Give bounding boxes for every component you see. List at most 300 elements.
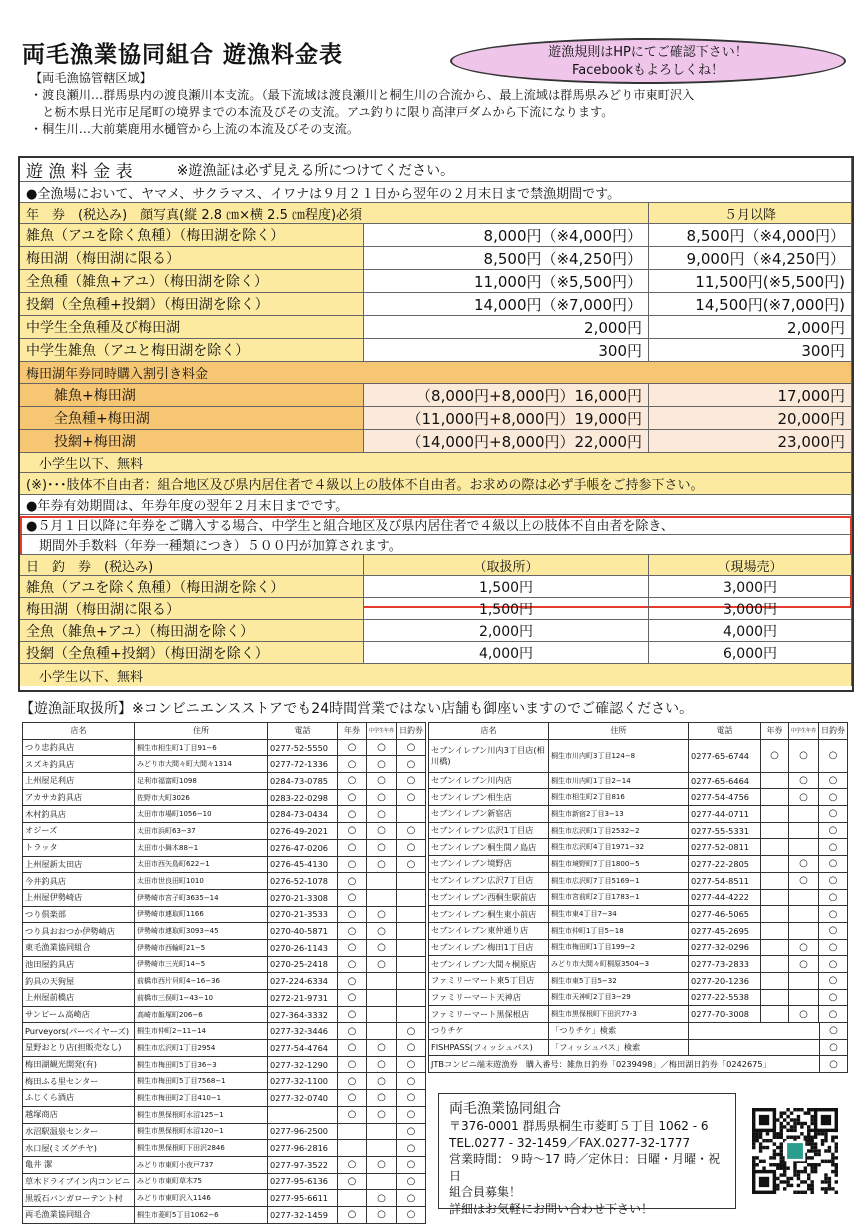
fee-row [20,362,852,384]
junior-mark: ○ [367,789,397,806]
daily-mark [397,939,426,956]
table-row [23,889,426,906]
closed-season-note: ●全漁場において、ヤマメ、サクラマス、イワナは９月２１日から翌年の２月末日まで禁漁期間です。 [20,182,852,202]
daily-mark: ○ [397,1173,426,1190]
shop-name: 星野おとり店(担販売なし) [23,1040,135,1057]
fee-heading-note: ※遊漁証は必ず見える所につけてください。 [176,162,455,179]
table-row [429,906,848,923]
shop-name: ファミリーマート黒保根店 [429,1006,549,1023]
junior-mark: ○ [367,906,397,923]
daily-mark: ○ [820,1023,848,1040]
junior-mark: ○ [367,839,397,856]
annual-mark: ○ [338,839,367,856]
daily-price-site: 3,000円 [649,598,852,619]
online-search: 「フィッシュパス」検索 [549,1039,689,1056]
fee-row [20,203,852,224]
junior-mark: ○ [367,956,397,973]
daily-mark: ○ [819,1006,848,1023]
annual-label: 梅田湖（梅田湖に限る） [20,247,364,269]
shop-address: みどり市東町沢入1146 [135,1190,268,1207]
jurisdiction [30,70,860,138]
shop-name: つり倶楽部 [23,906,135,923]
table-row [23,789,426,806]
daily-mark: ○ [397,1140,426,1157]
daily-mark: ○ [397,1090,426,1107]
free-note: 小学生以下、無料 [20,453,852,472]
shop-name: 上州屋前橋店 [23,990,135,1007]
jurisdiction-line: ・桐生川…大前葉鹿用水樋管から上流の本流及びその支流。 [30,122,360,136]
junior-mark: ○ [789,939,819,956]
shop-address: 太田市市場町1056−10 [135,806,268,823]
shop-address: 桐生市広沢町1丁目2954 [135,1040,268,1057]
annual-mark: ○ [338,856,367,873]
online-table [428,1022,848,1073]
shop-name: 上州屋足利店 [23,773,135,790]
fee-row [20,453,852,473]
junior-mark: ○ [789,956,819,973]
daily-col-header: （取扱所） [364,555,649,575]
shops-table-left [22,722,426,1224]
shop-address: みどり市東町草木75 [135,1173,268,1190]
shop-address: 伊勢崎市連取町3093−45 [135,923,268,940]
annual-mark: ○ [338,1073,367,1090]
junior-mark [367,1140,397,1157]
junior-mark: ○ [367,1040,397,1057]
shop-tel: 0270-21-3308 [268,889,338,906]
umeda-price-may: 23,000円 [649,430,852,452]
shop-name: セブンイレブン桐生東小前店 [429,906,549,923]
umeda-price-may: 17,000円 [649,384,852,406]
junior-mark [367,990,397,1007]
fee-row [20,384,852,407]
shop-name: セブンイレブン川内店 [429,772,549,789]
shop-tel: 0270-21-3533 [268,906,338,923]
online-blank [689,1039,820,1056]
table-row [23,990,426,1007]
shop-tel: 0277-70-3008 [689,1006,761,1023]
table-row [429,839,848,856]
shop-address: 桐生市川内町1丁目2−14 [549,772,689,789]
contact-recruit: 組合員募集！ [449,1185,522,1199]
shop-address: 佐野市大町3026 [135,789,268,806]
shop-address: 桐生市梅田町1丁目199−2 [549,939,689,956]
jurisdiction-heading: 【両毛漁協管轄区域】 [30,71,152,85]
annual-price: 11,000円（※5,500円） [364,270,649,292]
shop-tel: 0277-65-6744 [689,739,761,772]
annual-mark [761,839,789,856]
shop-tel: 0277-32-1459 [268,1206,338,1223]
shop-tel: 0284-73-0785 [268,773,338,790]
shop-header-cell: 日釣券 [397,723,426,740]
shop-address: 太田市西矢島町622−1 [135,856,268,873]
daily-header: 日 釣 券 (税込み) [20,555,364,575]
shop-name: セブンイレブン広沢1丁目店 [429,822,549,839]
annual-header: 年 券 (税込み) 顔写真(縦 2.8 ㎝×横 2.5 ㎝程度)必須 [20,203,649,223]
daily-mark [397,923,426,940]
annual-label: 全魚種（雑魚+アユ）（梅田湖を除く） [20,270,364,292]
junior-mark: ○ [367,1056,397,1073]
junior-mark: ○ [367,1073,397,1090]
shop-address: 桐生市仲町1丁目5−18 [549,922,689,939]
daily-mark: ○ [397,1106,426,1123]
daily-mark [397,990,426,1007]
daily-mark: ○ [819,872,848,889]
fee-row [20,664,852,686]
shop-address: 桐生市菱町5丁目1062−6 [135,1206,268,1223]
shop-header-cell: 店名 [429,723,549,740]
table-row [429,956,848,973]
surcharge-note: ●５月１日以降に年券をご購入する場合、中学生と組合地区及び県内居住者で４級以上の肢体不自由者を除き、 [20,515,852,534]
annual-mark [761,906,789,923]
annual-mark [761,889,789,906]
annual-mark [761,872,789,889]
table-row [429,806,848,823]
shop-header-cell: 年券 [761,723,789,740]
table-row [23,856,426,873]
shop-address: 桐生市広沢町7丁目5169−1 [549,872,689,889]
umeda-label: 雑魚+梅田湖 [20,384,364,406]
shop-address: 太田市浜町63−37 [135,823,268,840]
daily-mark [397,806,426,823]
shop-tel: 0270-25-2418 [268,956,338,973]
daily-mark: ○ [819,856,848,873]
fee-row [20,407,852,430]
shop-tel: 0277-55-5331 [689,822,761,839]
online-blank [689,1023,820,1040]
shop-address: 前橋市三俣町1−43−10 [135,990,268,1007]
table-row [23,1040,426,1057]
table-row [23,1073,426,1090]
junior-mark [789,906,819,923]
annual-label: 中学生雑魚（アユと梅田湖を除く） [20,339,364,361]
annual-col-header: ５月以降 [649,203,852,223]
daily-mark: ○ [819,906,848,923]
shop-tel: 0277-22-2805 [689,856,761,873]
shop-address: 前橋市西片貝町4−16−36 [135,973,268,990]
junior-mark: ○ [367,1206,397,1223]
table-row [23,873,426,890]
shop-address: 桐生市黒保根町水沼120−1 [135,1123,268,1140]
shop-name: サンビーム高崎店 [23,1006,135,1023]
daily-mark: ○ [397,823,426,840]
shop-tel: 0276-45-4130 [268,856,338,873]
shop-name: セブンイレブン東仲通り店 [429,922,549,939]
annual-mark: ○ [761,739,789,772]
junior-mark: ○ [789,1006,819,1023]
daily-mark [397,956,426,973]
fee-row [20,535,852,555]
daily-mark: ○ [397,1073,426,1090]
table-row [23,1156,426,1173]
daily-mark: ○ [820,1039,848,1056]
daily-mark: ○ [397,1190,426,1207]
shop-address: 桐生市黒保根町水沼125−1 [135,1106,268,1123]
junior-mark [789,889,819,906]
shop-address: みどり市大間々町桐原3504−3 [549,956,689,973]
fee-row [20,293,852,316]
daily-price: 1,500円 [364,598,649,619]
shop-name: 木村釣具店 [23,806,135,823]
contact-name: 両毛漁業協同組合 [449,1101,561,1117]
contact-tel: TEL.0277 - 32-1459／FAX.0277-32-1777 [449,1135,691,1150]
shop-name: 両毛漁業協同組合 [23,1206,135,1223]
junior-mark: ○ [789,856,819,873]
daily-mark [397,973,426,990]
daily-mark: ○ [819,972,848,989]
shop-address: 桐生市広沢町4丁目1971−32 [549,839,689,856]
table-row [23,1206,426,1223]
table-row [429,989,848,1006]
daily-price: 4,000円 [364,642,649,663]
fee-row [20,182,852,203]
shop-address: 桐生市仲町2−11−14 [135,1023,268,1040]
shop-header-cell: 日釣券 [819,723,848,740]
shop-name: つり忠釣具店 [23,739,135,756]
annual-mark [761,922,789,939]
shop-tel: 0277-32-3446 [268,1023,338,1040]
online-name: つりチケ [429,1023,549,1040]
shop-address: 高崎市飯塚町206−6 [135,1006,268,1023]
shop-tel: 0270-40-5871 [268,923,338,940]
annual-price: 2,000円 [364,316,649,338]
online-name: FISHPASS(フィッシュパス) [429,1039,549,1056]
shop-name: 釣具の天狗屋 [23,973,135,990]
daily-mark: ○ [397,1123,426,1140]
annual-mark: ○ [338,923,367,940]
shop-header-row [429,723,848,740]
daily-mark: ○ [819,822,848,839]
table-row [23,1056,426,1073]
table-row [23,1023,426,1040]
shop-tel: 0277-44-4222 [689,889,761,906]
annual-mark [338,1190,367,1207]
annual-mark: ○ [338,906,367,923]
table-row [429,922,848,939]
shop-name: 黒坂石バンガローテント村 [23,1190,135,1207]
annual-mark [338,1140,367,1157]
shop-tel: 0277-65-6464 [689,772,761,789]
annual-mark: ○ [338,990,367,1007]
umeda-price-may: 20,000円 [649,407,852,429]
shops-table-right [428,722,848,1023]
annual-mark [761,939,789,956]
table-row [429,939,848,956]
daily-mark: ○ [819,806,848,823]
shop-header-cell: 中学生年券 [789,723,819,740]
table-row [429,856,848,873]
shop-tel: 0277-45-2695 [689,922,761,939]
annual-price: 8,500円（※4,250円） [364,247,649,269]
daily-mark: ○ [819,739,848,772]
junior-mark: ○ [367,1106,397,1123]
qr-code-icon[interactable] [752,1108,838,1194]
annual-label: 投網（全魚種+投網）（梅田湖を除く） [20,293,364,315]
shop-tel: 0277-97-3522 [268,1156,338,1173]
shop-tel: 0277-46-5065 [689,906,761,923]
shop-name: ふじくら酒店 [23,1090,135,1107]
annual-mark: ○ [338,1173,367,1190]
table-row [23,806,426,823]
shop-address: 桐生市相生町1丁目91−6 [135,739,268,756]
daily-mark [397,873,426,890]
shop-address: みどり市大間々町大間々1314 [135,756,268,773]
junior-mark: ○ [789,739,819,772]
shop-name: セブンイレブン相生店 [429,789,549,806]
daily-label: 全魚（雑魚+アユ）（梅田湖を除く） [20,620,364,641]
daily-price: 2,000円 [364,620,649,641]
daily-mark: ○ [397,1056,426,1073]
junior-mark [367,1123,397,1140]
annual-mark [761,956,789,973]
shop-name: セブンイレブン境野店 [429,856,549,873]
annual-mark: ○ [338,789,367,806]
shop-address: 桐生市新宿2丁目3−13 [549,806,689,823]
annual-price: 300円 [364,339,649,361]
daily-mark [397,906,426,923]
shop-address: みどり市東町小夜戸737 [135,1156,268,1173]
umeda-label: 全魚種+梅田湖 [20,407,364,429]
shop-name: 越塚商店 [23,1106,135,1123]
annual-mark: ○ [338,1206,367,1223]
table-row [23,1123,426,1140]
shop-address: 伊勢崎市三光町14−5 [135,956,268,973]
annual-mark: ○ [338,806,367,823]
daily-price-site: 3,000円 [649,576,852,597]
shop-name: セブンイレブン桐生間ノ島店 [429,839,549,856]
notice-line: 遊漁規則はHPにてご確認下さい！ [548,45,748,60]
shop-address: 太田市世良田町1010 [135,873,268,890]
shop-address: 桐生市宮前町2丁目1783−1 [549,889,689,906]
annual-mark: ○ [338,889,367,906]
shop-name: アカサカ釣具店 [23,789,135,806]
shop-tel: 0277-95-6611 [268,1190,338,1207]
fee-table [18,156,854,692]
daily-mark: ○ [397,856,426,873]
daily-mark: ○ [819,789,848,806]
daily-mark: ○ [819,889,848,906]
fee-row [20,620,852,642]
annual-price: 14,000円（※7,000円） [364,293,649,315]
daily-mark: ○ [819,772,848,789]
shop-address: 太田市小舞木88−1 [135,839,268,856]
annual-label: 雑魚（アユを除く魚種）（梅田湖を除く） [20,224,364,246]
fee-row [20,316,852,339]
annual-mark: ○ [338,773,367,790]
shop-address: 桐生市相生町2丁目816 [549,789,689,806]
table-row [23,1190,426,1207]
shop-tel: 0277-54-4756 [689,789,761,806]
shop-address: 桐生市境野町7丁目1800−5 [549,856,689,873]
shop-address: 桐生市川内町3丁目124−8 [549,739,689,772]
jurisdiction-line: と栃木県日光市足尾町の境界までの本流及びその支流。アユ釣りに限り高津戸ダムから下流になります。 [30,105,614,119]
junior-mark: ○ [367,1156,397,1173]
shop-address: 桐生市東5丁目5−32 [549,972,689,989]
table-row [429,972,848,989]
online-name: JTBコンビニ端末遊漁券 購入番号：雑魚日釣券「0239498」／梅田湖日釣券「0242675」 [429,1056,820,1073]
shop-name: Purveyors(パーベイヤーズ) [23,1023,135,1040]
daily-mark [397,1006,426,1023]
daily-label: 投網（全魚種+投網）（梅田湖を除く） [20,642,364,663]
junior-mark [367,1023,397,1040]
table-row [429,872,848,889]
daily-col-header: （現場売） [649,555,852,575]
shop-name: 池田屋釣具店 [23,956,135,973]
fee-row [20,642,852,664]
shop-name: 草木ドライブイン内コンビニ [23,1173,135,1190]
jurisdiction-line: ・渡良瀬川…群馬県内の渡良瀬川本支流。（最下流域は渡良瀬川と桐生川の合流から、最上流域は群馬県みどり市東町沢入 [30,88,695,102]
junior-mark: ○ [789,789,819,806]
fee-heading: 遊 漁 料 金 表 [26,162,133,181]
fee-row [20,473,852,495]
shop-tel: 0277-32-1100 [268,1073,338,1090]
table-row [23,906,426,923]
fee-row [20,576,852,598]
shop-name: 上州屋新太田店 [23,856,135,873]
fee-row [20,270,852,293]
umeda-price: （14,000円+8,000円）22,000円 [364,430,649,452]
annual-label: 中学生全魚種及び梅田湖 [20,316,364,338]
shop-name: スズキ釣具店 [23,756,135,773]
daily-mark: ○ [397,1206,426,1223]
shop-address: 桐生市梅田町5丁目7568−1 [135,1073,268,1090]
shop-tel: 0277-96-2500 [268,1123,338,1140]
junior-mark [367,873,397,890]
annual-price-may: 8,500円（※4,000円） [649,224,852,246]
shop-address: 桐生市黒保根町下田沢77-3 [549,1006,689,1023]
fee-row [20,224,852,247]
junior-mark [789,989,819,1006]
shop-name: セブンイレブン新宿店 [429,806,549,823]
daily-mark: ○ [820,1056,848,1073]
shop-tel: 0277-72-1336 [268,756,338,773]
daily-mark: ○ [819,956,848,973]
contact-ask: 詳細はお気軽にお問い合わせ下さい！ [449,1201,654,1216]
shop-tel [268,1106,338,1123]
shop-name: セブンイレブン川内3丁目店(相川橋) [429,739,549,772]
shop-tel: 0277-54-4764 [268,1040,338,1057]
table-row [23,839,426,856]
annual-mark [761,806,789,823]
fee-head [20,158,852,181]
table-row [23,956,426,973]
shop-address: 桐生市天神町2丁目3−29 [549,989,689,1006]
table-row [23,773,426,790]
annual-mark: ○ [338,1006,367,1023]
shop-tel: 027-364-3332 [268,1006,338,1023]
annual-mark [338,1123,367,1140]
shop-header-cell: 住所 [549,723,689,740]
annual-mark: ○ [338,1023,367,1040]
table-row [429,739,848,772]
shop-name: ファミリーマート東5丁目店 [429,972,549,989]
annual-mark: ○ [338,939,367,956]
table-row [429,822,848,839]
shop-tel: 0276-52-1078 [268,873,338,890]
shop-tel: 0276-49-2021 [268,823,338,840]
daily-price-site: 4,000円 [649,620,852,641]
shop-tel: 0270-26-1143 [268,939,338,956]
page-title: 両毛漁業協同組合 遊漁料金表 [22,42,344,68]
daily-mark: ○ [819,922,848,939]
shop-tel: 0277-32-1290 [268,1056,338,1073]
shop-name: つり具おおつか伊勢崎店 [23,923,135,940]
disability-note: (※)･･･肢体不自由者：組合地区及び県内居住者で４級以上の肢体不自由者。お求めの際は必ず手帳をご持参下さい。 [20,473,852,494]
junior-mark: ○ [367,923,397,940]
shop-name: 亀井 潔 [23,1156,135,1173]
shops-title: 【遊漁証取扱所】※コンビニエンスストアでも24時間営業ではない店舗も御座いますのでご確認ください。 [20,701,694,717]
annual-mark [761,972,789,989]
shop-address: 桐生市黒保根町下田沢2846 [135,1140,268,1157]
